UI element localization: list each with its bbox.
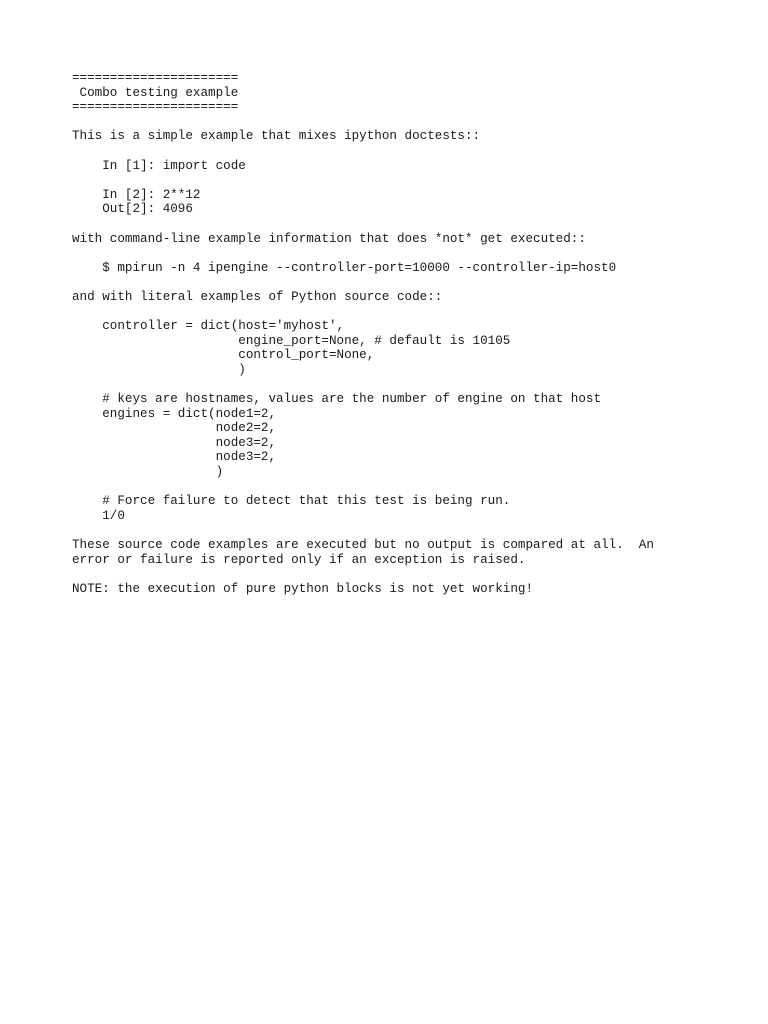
- closing-paragraph-line: These source code examples are executed but no output is compared at all. An: [72, 538, 654, 552]
- doctest-line: In [2]: 2**12: [72, 187, 201, 202]
- spacer: [72, 217, 732, 232]
- spacer: [72, 246, 732, 261]
- command-line: $ mpirun -n 4 ipengine --controller-port=10000 --controller-ip=host0: [72, 260, 617, 275]
- spacer: [72, 275, 732, 290]
- title-rule-top: ======================: [72, 71, 239, 85]
- code-line: # keys are hostnames, values are the number of engine on that host: [72, 392, 602, 407]
- code-line: node2=2,: [72, 421, 277, 436]
- code-line: controller = dict(host='myhost',: [72, 319, 345, 334]
- spacer: [72, 567, 732, 582]
- code-line: 1/0: [72, 508, 125, 523]
- title-rule-bottom: ======================: [72, 100, 239, 115]
- spacer: [72, 523, 732, 538]
- spacer: [72, 173, 732, 188]
- code-line: # Force failure to detect that this test is being run.: [72, 494, 511, 509]
- command-intro-paragraph: with command-line example information that does *not* get executed::: [72, 231, 586, 246]
- doctest-line: Out[2]: 4096: [72, 202, 193, 217]
- spacer: [72, 377, 732, 392]
- intro-paragraph: This is a simple example that mixes ipython doctests::: [72, 129, 481, 144]
- code-line: control_port=None,: [72, 348, 375, 363]
- note-paragraph: NOTE: the execution of pure python blocks is not yet working!: [72, 581, 534, 596]
- page-title: Combo testing example: [72, 85, 239, 100]
- literal-intro-paragraph: and with literal examples of Python source code::: [72, 289, 443, 304]
- closing-paragraph-line: error or failure is reported only if an exception is raised.: [72, 552, 526, 567]
- spacer: [72, 115, 732, 130]
- code-line: engines = dict(node1=2,: [72, 406, 277, 421]
- code-line: engine_port=None, # default is 10105: [72, 333, 511, 348]
- doctest-line: In [1]: import code: [72, 158, 246, 173]
- code-line: node3=2,: [72, 435, 277, 450]
- code-line: node3=2,: [72, 450, 277, 465]
- spacer: [72, 480, 732, 495]
- code-line: ): [72, 362, 246, 377]
- code-line: ): [72, 465, 224, 480]
- spacer: [72, 305, 732, 320]
- document-page: [72, 71, 732, 596]
- spacer: [72, 144, 732, 159]
